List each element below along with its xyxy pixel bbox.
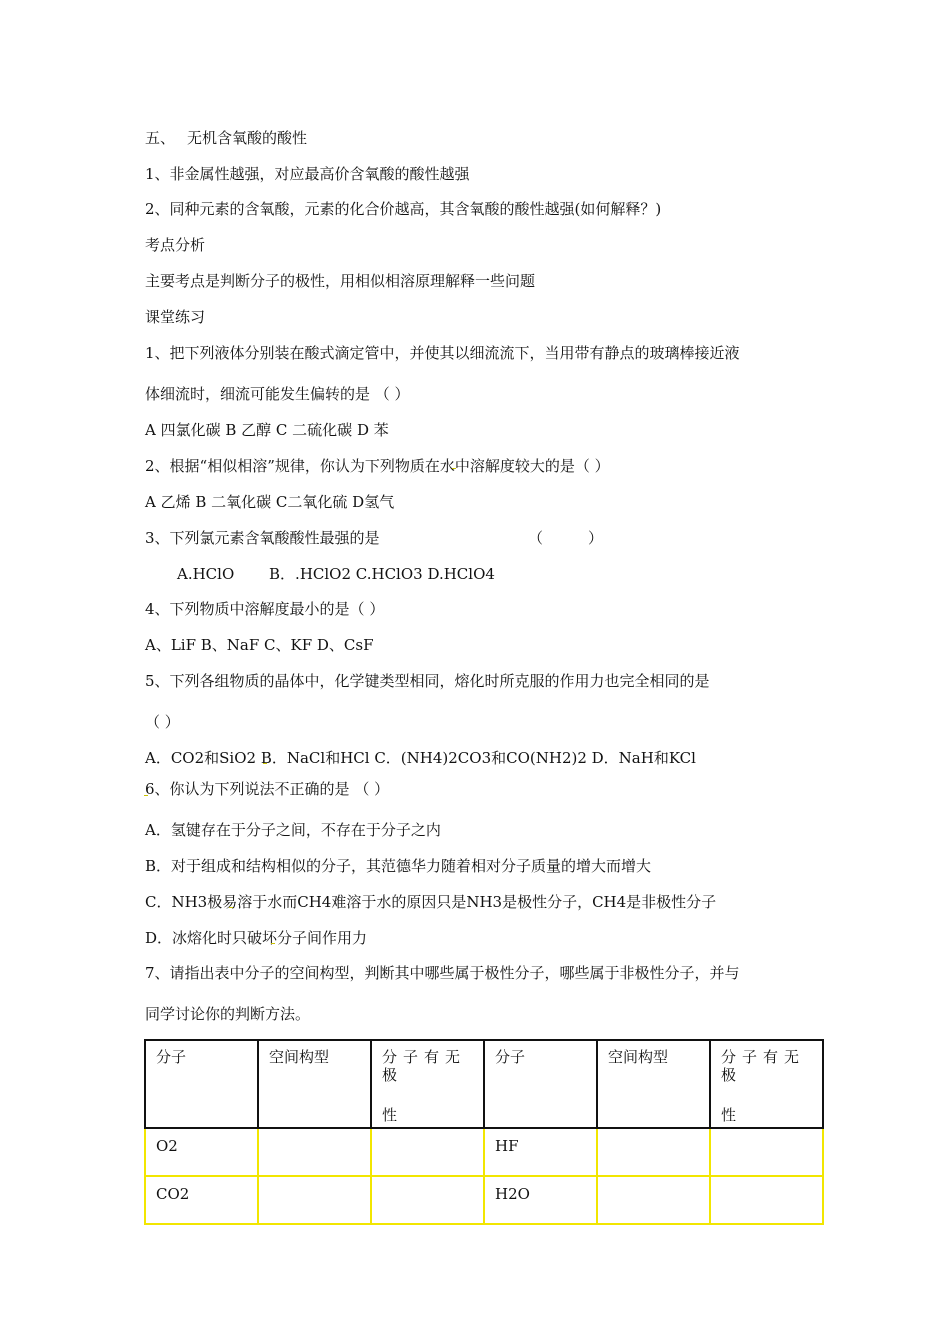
table-cell: CO2	[145, 1176, 258, 1224]
header-geometry: 空间构型	[597, 1040, 710, 1128]
table-row	[145, 1128, 823, 1176]
header-polarity: 分子有无极 性	[371, 1040, 484, 1128]
table-cell	[710, 1128, 823, 1176]
stray-mark	[263, 760, 267, 764]
question-5-line-2: （ ）	[145, 713, 180, 731]
question-4: 4、下列物质中溶解度最小的是（ ）	[145, 600, 385, 618]
question-3-options: A.HClO B．.HClO2 C.HClO3 D.HClO4	[177, 565, 495, 583]
question-6-option-b: B．对于组成和结构相似的分子，其范德华力随着相对分子质量的增大而增大	[145, 857, 652, 875]
table-header-row	[145, 1040, 823, 1128]
section-heading	[145, 128, 307, 148]
question-1-line-2: 体细流时，细流可能发生偏转的是 （ ）	[145, 385, 410, 403]
header-geometry: 空间构型	[258, 1040, 371, 1128]
question-7-line-2: 同学讨论你的判断方法。	[145, 1005, 311, 1023]
table-cell	[258, 1176, 371, 1224]
question-1-options: A 四氯化碳 B 乙醇 C 二硫化碳 D 苯	[145, 421, 389, 439]
table-cell	[710, 1176, 823, 1224]
kaodian-body: 主要考点是判断分子的极性，用相似相溶原理解释一些问题	[145, 272, 536, 290]
stray-mark	[452, 465, 456, 469]
table-cell: H2O	[484, 1176, 597, 1224]
question-1-line-1: 1、把下列液体分别装在酸式滴定管中，并使其以细流流下，当用带有静点的玻璃棒接近液	[145, 344, 740, 362]
table-cell	[371, 1176, 484, 1224]
question-6: 6、你认为下列说法不正确的是 （ ）	[145, 780, 390, 798]
question-2-options: A 乙烯 B 二氧化碳 C二氧化硫 D氢气	[145, 493, 395, 511]
table-cell	[597, 1128, 710, 1176]
section-title: 无机含氧酸的酸性	[187, 129, 308, 147]
rule-1: 1、非金属性越强，对应最高价含氧酸的酸性越强	[145, 165, 470, 183]
question-2: 2、根据“相似相溶”规律，你认为下列物质在水中溶解度较大的是（ ）	[145, 457, 610, 475]
practice-heading: 课堂练习	[145, 308, 206, 326]
question-5-options: A．CO2和SiO2 B．NaCl和HCl C．(NH4)2CO3和CO(NH2)2 D．NaH和KCl	[145, 749, 696, 767]
header-molecule: 分子	[484, 1040, 597, 1128]
stray-mark	[229, 904, 233, 908]
kaodian-heading: 考点分析	[145, 236, 206, 254]
table-cell: HF	[484, 1128, 597, 1176]
stray-mark	[271, 940, 275, 944]
stray-mark	[144, 792, 148, 796]
table-cell: O2	[145, 1128, 258, 1176]
section-number: 五、	[145, 129, 176, 147]
question-6-option-d: D．冰熔化时只破坏分子间作用力	[145, 929, 368, 947]
table-cell	[597, 1176, 710, 1224]
header-polarity: 分子有无极 性	[710, 1040, 823, 1128]
question-3: 3、下列氯元素含氧酸酸性最强的是	[145, 529, 380, 547]
question-3-bracket: （ ）	[528, 529, 604, 547]
rule-2: 2、同种元素的含氧酸，元素的化合价越高，其含氧酸的酸性越强(如何解释？)	[145, 200, 662, 218]
table-cell	[371, 1128, 484, 1176]
question-4-options: A、LiF B、NaF C、KF D、CsF	[145, 636, 374, 654]
question-5-line-1: 5、下列各组物质的晶体中，化学键类型相同，熔化时所克服的作用力也完全相同的是	[145, 672, 710, 690]
question-7-line-1: 7、请指出表中分子的空间构型，判断其中哪些属于极性分子，哪些属于非极性分子，并与	[145, 964, 740, 982]
molecule-table	[144, 1039, 824, 1225]
table-cell	[258, 1128, 371, 1176]
header-molecule: 分子	[145, 1040, 258, 1128]
table-row	[145, 1176, 823, 1224]
question-6-option-c: C．NH3极易溶于水而CH4难溶于水的原因只是NH3是极性分子，CH4是非极性分子	[145, 893, 717, 911]
question-6-option-a: A．氢键存在于分子之间，不存在于分子之内	[145, 821, 441, 839]
